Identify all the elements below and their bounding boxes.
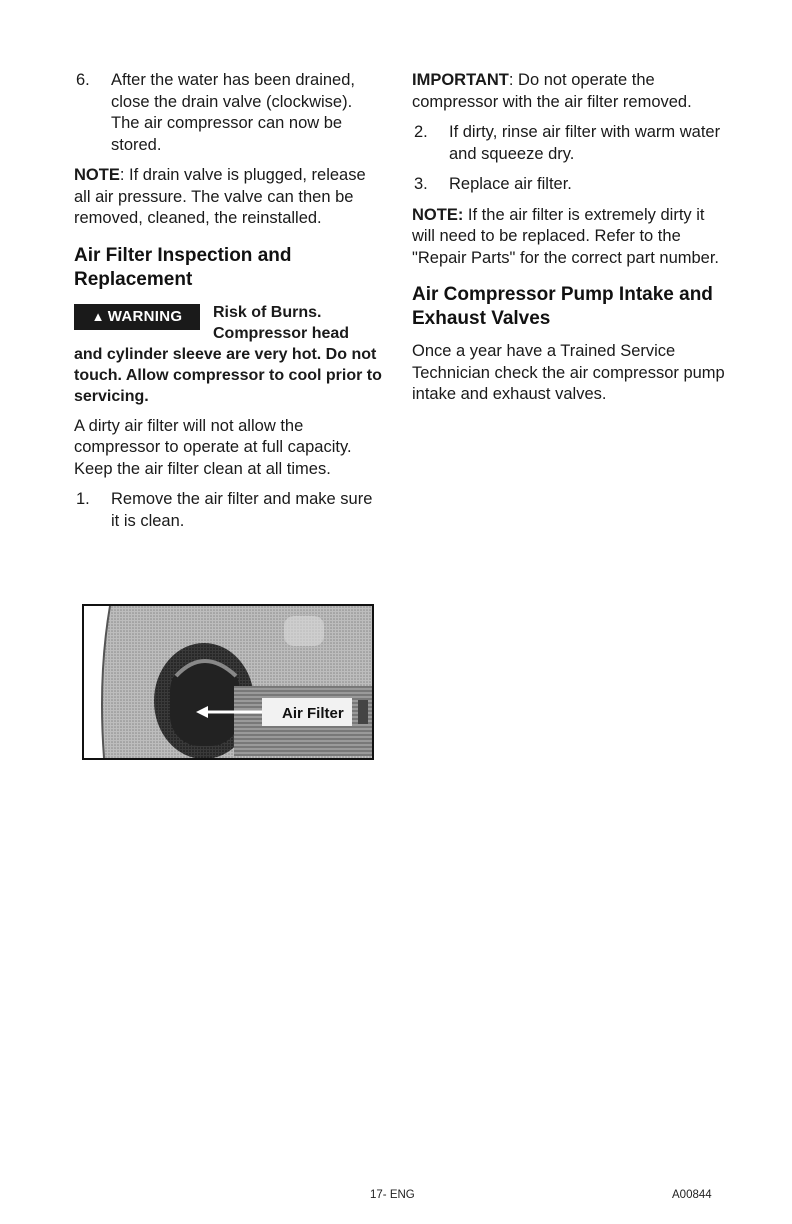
drain-note: [74, 165, 384, 230]
step-3-number: 3.: [414, 175, 428, 193]
warning-block: [74, 302, 384, 407]
step-6-text: After the water has been drained, close the drain valve (clockwise). The air compressor can now be stored.: [111, 71, 355, 154]
filter-note: [412, 205, 728, 270]
step-6: [74, 70, 384, 156]
warning-rest: and cylinder sleeve are very hot. Do not touch. Allow compressor to cool prior to servicing.: [74, 345, 382, 405]
document-code: A00844: [672, 1189, 712, 1201]
step-6-number: 6.: [76, 71, 90, 89]
step-1: [74, 489, 384, 532]
right-column: [412, 70, 728, 415]
air-filter-callout: Air Filter: [282, 705, 344, 722]
air-filter-photo-drawing: [84, 606, 372, 758]
important-text: : Do not operate the compressor with the air filter removed.: [412, 71, 692, 111]
warning-badge-label: WARNING: [107, 308, 183, 325]
air-filter-intro: A dirty air filter will not allow the compressor to operate at full capacity. Keep the air filter clean at all times.: [74, 416, 352, 478]
step-1-number: 1.: [76, 490, 90, 508]
left-column: [74, 70, 384, 541]
step-1-text: Remove the air filter and make sure it is clean.: [111, 490, 373, 530]
filter-note-label: NOTE:: [412, 205, 464, 224]
page-number: 17- ENG: [370, 1189, 415, 1201]
warning-triangle-icon: ▲: [91, 309, 105, 324]
important-note: [412, 70, 728, 113]
filter-note-text: If the air filter is extremely dirty it will need to be replaced. Refer to the "Repair Parts" for the correct part number.: [412, 205, 720, 267]
warning-line-1: Risk of Burns.: [213, 303, 322, 321]
step-3-text: Replace air filter.: [449, 175, 572, 193]
drain-note-text: : If drain valve is plugged, release all air pressure. The valve can then be removed, cleaned, the reinstalled.: [74, 166, 366, 227]
warning-line-2: Compressor head: [213, 324, 350, 342]
step-2: [412, 122, 728, 165]
important-label: IMPORTANT: [412, 71, 509, 89]
step-2-text: If dirty, rinse air filter with warm water and squeeze dry.: [449, 123, 721, 163]
drain-note-label: NOTE: [74, 166, 120, 184]
air-filter-photo: [82, 604, 374, 760]
heading-air-filter: Air Filter Inspection and Replacement: [74, 244, 292, 290]
heading-pump-valves: Air Compressor Pump Intake and Exhaust Valves: [412, 284, 713, 329]
step-2-number: 2.: [414, 123, 428, 141]
pump-valves-text: Once a year have a Trained Service Technician check the air compressor pump intake and exhaust valves.: [412, 342, 725, 403]
warning-badge: [74, 304, 200, 330]
step-3: [412, 174, 728, 196]
